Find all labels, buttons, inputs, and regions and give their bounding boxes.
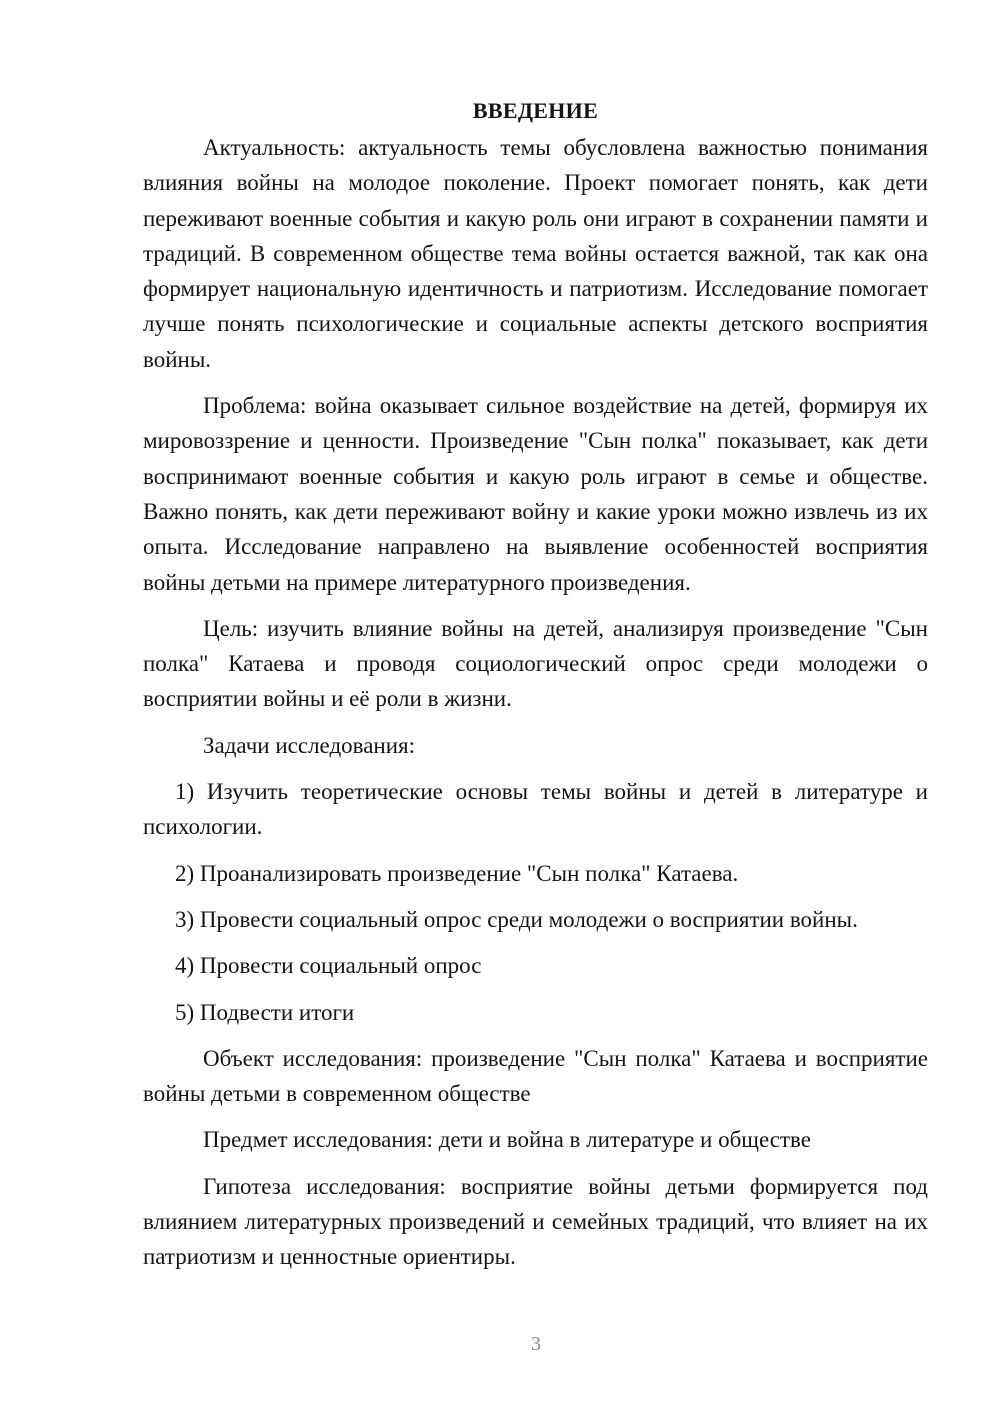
paragraph-hypothesis: Гипотеза исследования: восприятие войны детьми формируется под влиянием литературных произведений и семейных традиций, что влияет на их патриотизм и ценностные ориентиры.: [143, 1173, 928, 1270]
paragraph-goal: Цель: изучить влияние войны на детей, анализируя произведение "Сын полка" Катаева и проводя социологический опрос среди молодежи о восприятии войны и её роли в жизни.: [143, 615, 928, 712]
page-number: 3: [531, 1333, 541, 1355]
page-content: [143, 96, 928, 1275]
paragraph-problem: Проблема: война оказывает сильное воздействие на детей, формируя их мировоззрение и ценности. Произведение "Сын полка" показывает, как дети воспринимают военные события и какую роль играют в семье и обществе. Важно понять, как дети переживают войну и какие уроки можно извлечь из их опыта. Исследование направлено на выявление особенностей восприятия войны детьми на примере литературного произведения.: [143, 393, 928, 595]
tasks-heading: Задачи исследования:: [203, 732, 416, 758]
task-item: 3) Провести социальный опрос среди молодежи о восприятии войны.: [175, 906, 858, 932]
page-title: ВВЕДЕНИЕ: [472, 98, 599, 123]
paragraph-object: Объект исследования: произведение "Сын полка" Катаева и восприятие войны детьми в современном обществе: [143, 1045, 928, 1107]
task-item: 5) Подвести итоги: [175, 999, 355, 1025]
paragraph-relevance: Актуальность: актуальность темы обусловлена важностью понимания влияния войны на молодое поколение. Проект помогает понять, как дети переживают военные события и какую роль они играют в сохранении памяти и традиций. В современном обществе тема войны остается важной, так как она формирует национальную идентичность и патриотизм. Исследование помогает лучше понять психологические и социальные аспекты детского восприятия войны.: [143, 135, 928, 372]
task-item: 4) Провести социальный опрос: [175, 953, 482, 979]
paragraph-subject: Предмет исследования: дети и война в литературе и обществе: [203, 1127, 811, 1153]
task-item: 2) Проанализировать произведение "Сын полка" Катаева.: [175, 860, 739, 886]
task-item: 1) Изучить теоретические основы темы войны и детей в литературе и психологии.: [143, 779, 928, 840]
